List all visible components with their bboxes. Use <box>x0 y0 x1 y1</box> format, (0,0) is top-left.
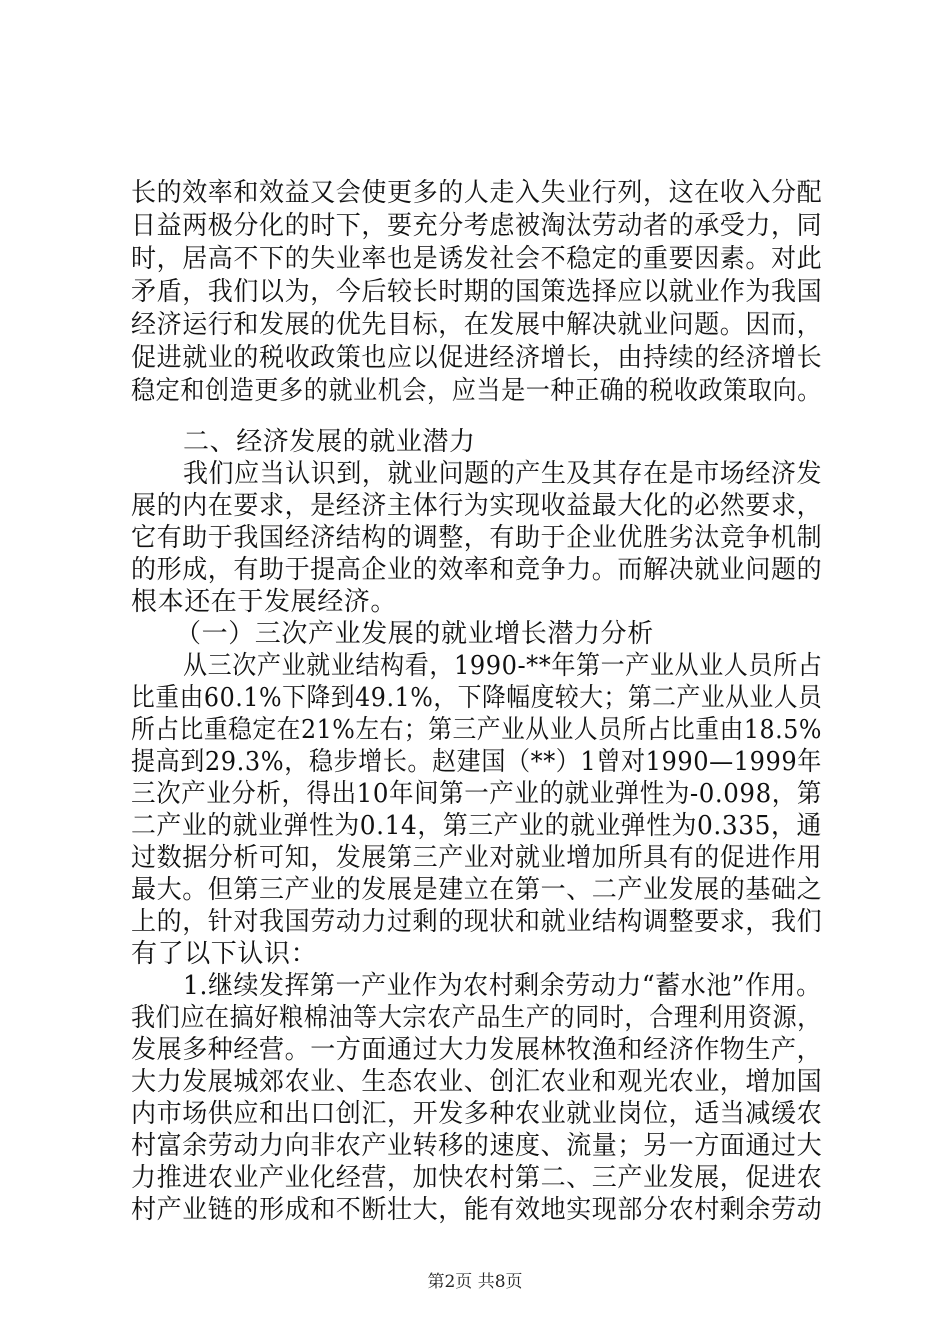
body-line: 展的内在要求，是经济主体行为实现收益最大化的必然要求， <box>131 491 823 521</box>
body-line: 村富余劳动力向非农产业转移的速度、流量；另一方面通过大 <box>131 1131 823 1161</box>
body-line: 村产业链的形成和不断壮大，能有效地实现部分农村剩余劳动 <box>131 1195 823 1225</box>
body-line: 发展多种经营。一方面通过大力发展林牧渔和经济作物生产， <box>131 1035 823 1065</box>
body-line: 比重由60.1%下降到49.1%，下降幅度较大；第二产业从业人员 <box>131 683 823 713</box>
body-line: 有了以下认识： <box>131 939 318 969</box>
body-line: 促进就业的税收政策也应以促进经济增长，由持续的经济增长 <box>131 343 823 373</box>
body-line: 长的效率和效益又会使更多的人走入失业行列，这在收入分配 <box>131 178 823 208</box>
body-line: 矛盾，我们以为，今后较长时期的国策选择应以就业作为我国 <box>131 277 823 307</box>
body-line: 日益两极分化的时下，要充分考虑被淘汰劳动者的承受力，同 <box>131 211 823 241</box>
body-line: 大力发展城郊农业、生态农业、创汇农业和观光农业，增加国 <box>131 1067 823 1097</box>
section-heading: 二、经济发展的就业潜力 <box>183 427 476 457</box>
body-line: 经济运行和发展的优先目标，在发展中解决就业问题。因而， <box>131 310 823 340</box>
body-line: 从三次产业就业结构看，1990-**年第一产业从业人员所占 <box>183 651 823 681</box>
body-line: 三次产业分析，得出10年间第一产业的就业弹性为-0.098，第 <box>131 779 822 809</box>
page-footer: 第2页 共8页 <box>427 1272 523 1292</box>
body-line: 的形成，有助于提高企业的效率和竞争力。而解决就业问题的 <box>131 555 823 585</box>
body-line: 1.继续发挥第一产业作为农村剩余劳动力“蓄水池”作用。 <box>183 971 822 1001</box>
body-line: 我们应当认识到，就业问题的产生及其存在是市场经济发 <box>183 459 823 489</box>
body-line: 过数据分析可知，发展第三产业对就业增加所具有的促进作用 <box>131 843 823 873</box>
body-line: 内市场供应和出口创汇，开发多种农业就业岗位，适当减缓农 <box>131 1099 823 1129</box>
body-line: 最大。但第三产业的发展是建立在第一、二产业发展的基础之 <box>131 875 823 905</box>
body-line: 时，居高不下的失业率也是诱发社会不稳定的重要因素。对此 <box>131 244 823 274</box>
body-line: 稳定和创造更多的就业机会，应当是一种正确的税收政策取向。 <box>131 376 822 406</box>
body-line: 上的，针对我国劳动力过剩的现状和就业结构调整要求，我们 <box>131 907 823 937</box>
body-line: 力推进农业产业化经营，加快农村第二、三产业发展，促进农 <box>131 1163 823 1193</box>
body-line: 我们应在搞好粮棉油等大宗农产品生产的同时，合理利用资源， <box>131 1003 822 1033</box>
body-line: 提高到29.3%，稳步增长。赵建国（**）1曾对1990—1999年 <box>131 747 822 777</box>
body-line: 所占比重稳定在21%左右；第三产业从业人员所占比重由18.5% <box>131 715 822 745</box>
subsection-heading: （一）三次产业发展的就业增长潜力分析 <box>175 619 654 649</box>
body-line: 根本还在于发展经济。 <box>131 587 398 617</box>
body-line: 它有助于我国经济结构的调整，有助于企业优胜劣汰竞争机制 <box>131 523 823 553</box>
body-line: 二产业的就业弹性为0.14，第三产业的就业弹性为0.335，通 <box>131 811 822 841</box>
